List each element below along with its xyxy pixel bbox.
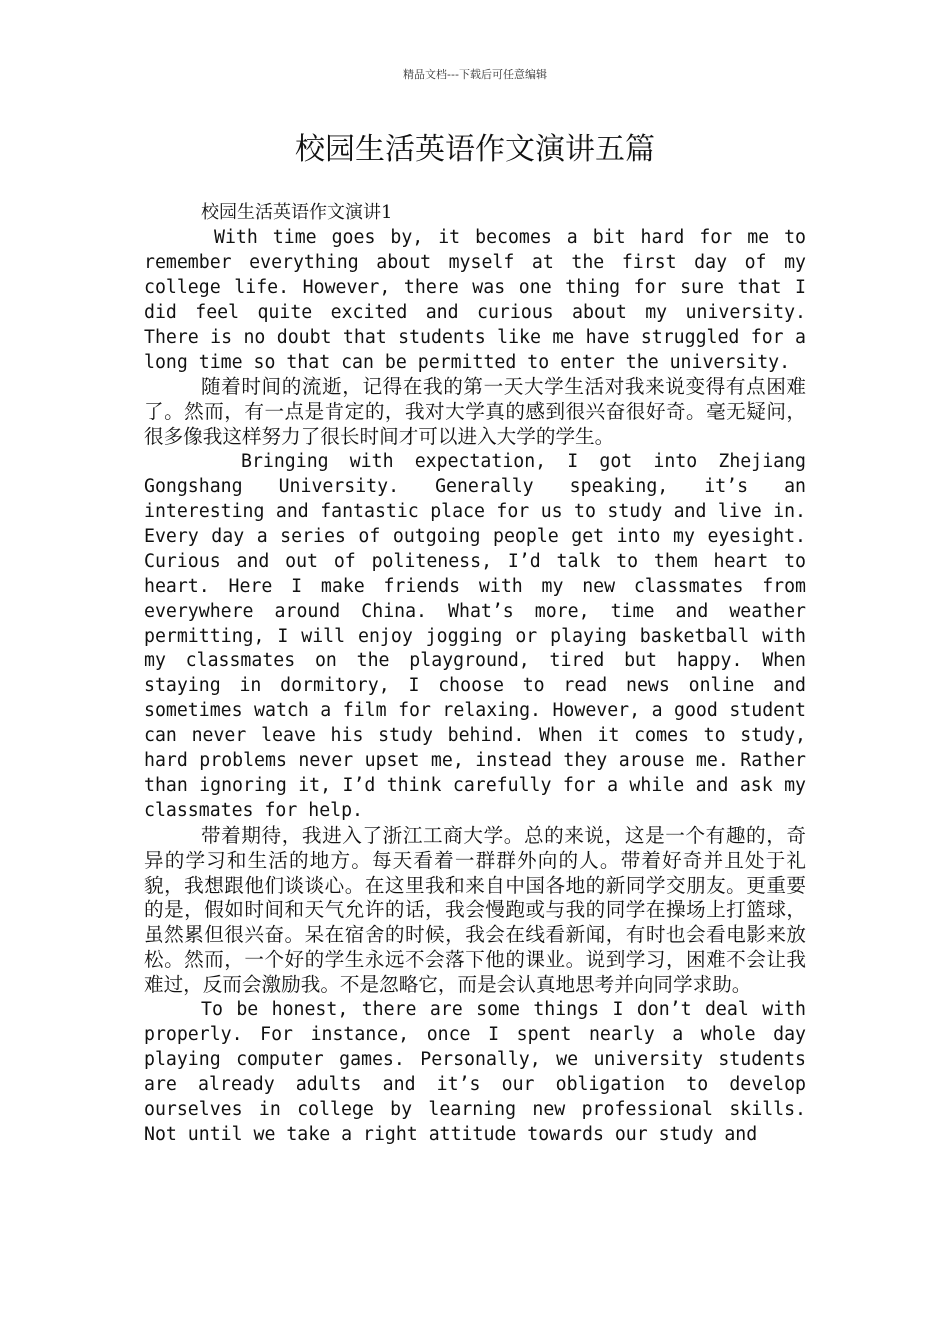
paragraph-english-1: With time goes by, it becomes a bit hard for me to remember everything about myself at the first day of my college life. However, there was one thing for sure that I did feel quite excited and curious about my university. There is no doubt that students like me have struggled for a long time so that can be permitted to enter the university. bbox=[144, 227, 806, 373]
section-heading: 校园生活英语作文演讲1 bbox=[201, 202, 393, 223]
document-body bbox=[144, 200, 806, 1148]
paragraph-chinese-1: 随着时间的流逝，记得在我的第一天大学生活对我来说变得有点困难了。然而，有一点是肯定的，我对大学真的感到很兴奋很好奇。毫无疑问，很多像我这样努力了很长时间才可以进入大学的学生。 bbox=[144, 375, 806, 449]
paragraph-chinese-2: 带着期待，我进入了浙江工商大学。总的来说，这是一个有趣的，奇异的学习和生活的地方。每天看着一群群外向的人。带着好奇并且处于礼貌，我想跟他们谈谈心。在这里我和来自中国各地的新同学交朋友。更重要的是，假如时间和天气允许的话，我会慢跑或与我的同学在操场上打篮球，虽然累但很兴奋。呆在宿舍的时候，我会在线看新闻，有时也会看电影来放松。然而，一个好的学生永远不会落下他的课业。说到学习，困难不会让我难过，反而会激励我。不是忽略它，而是会认真地思考并向同学求助。 bbox=[144, 823, 806, 997]
document-title: 校园生活英语作文演讲五篇 bbox=[295, 132, 655, 167]
paragraph-english-3: To be honest, there are some things I don’t deal with properly. For instance, once I spent nearly a whole day playing computer games. Personally, we university students are already adults and it’s our obligation to develop ourselves in college by learning new professional skills. Not until we take a right attitude towards our study and bbox=[144, 999, 806, 1145]
document-header-watermark: 精品文档---下载后可任意编辑 bbox=[403, 68, 547, 81]
paragraph-english-2: Bringing with expectation, I got into Zhejiang Gongshang University. Generally speaking, it’s an interesting and fantastic place for us to study and live in. Every day a series of outgoing people get into my eyesight. Curious and out of politeness, I’d talk to them heart to heart. Here I make friends with my new classmates from everywhere around China. What’s more, time and weather permitting, I will enjoy jogging or playing basketball with my classmates on the playground, tired but happy. When staying in dormitory, I choose to read news online and sometimes watch a film for relaxing. However, a good student can never leave his study behind. When it comes to study, hard problems never upset me, instead they arouse me. Rather than ignoring it, I’d think carefully for a while and ask my classmates for help. bbox=[144, 451, 806, 821]
